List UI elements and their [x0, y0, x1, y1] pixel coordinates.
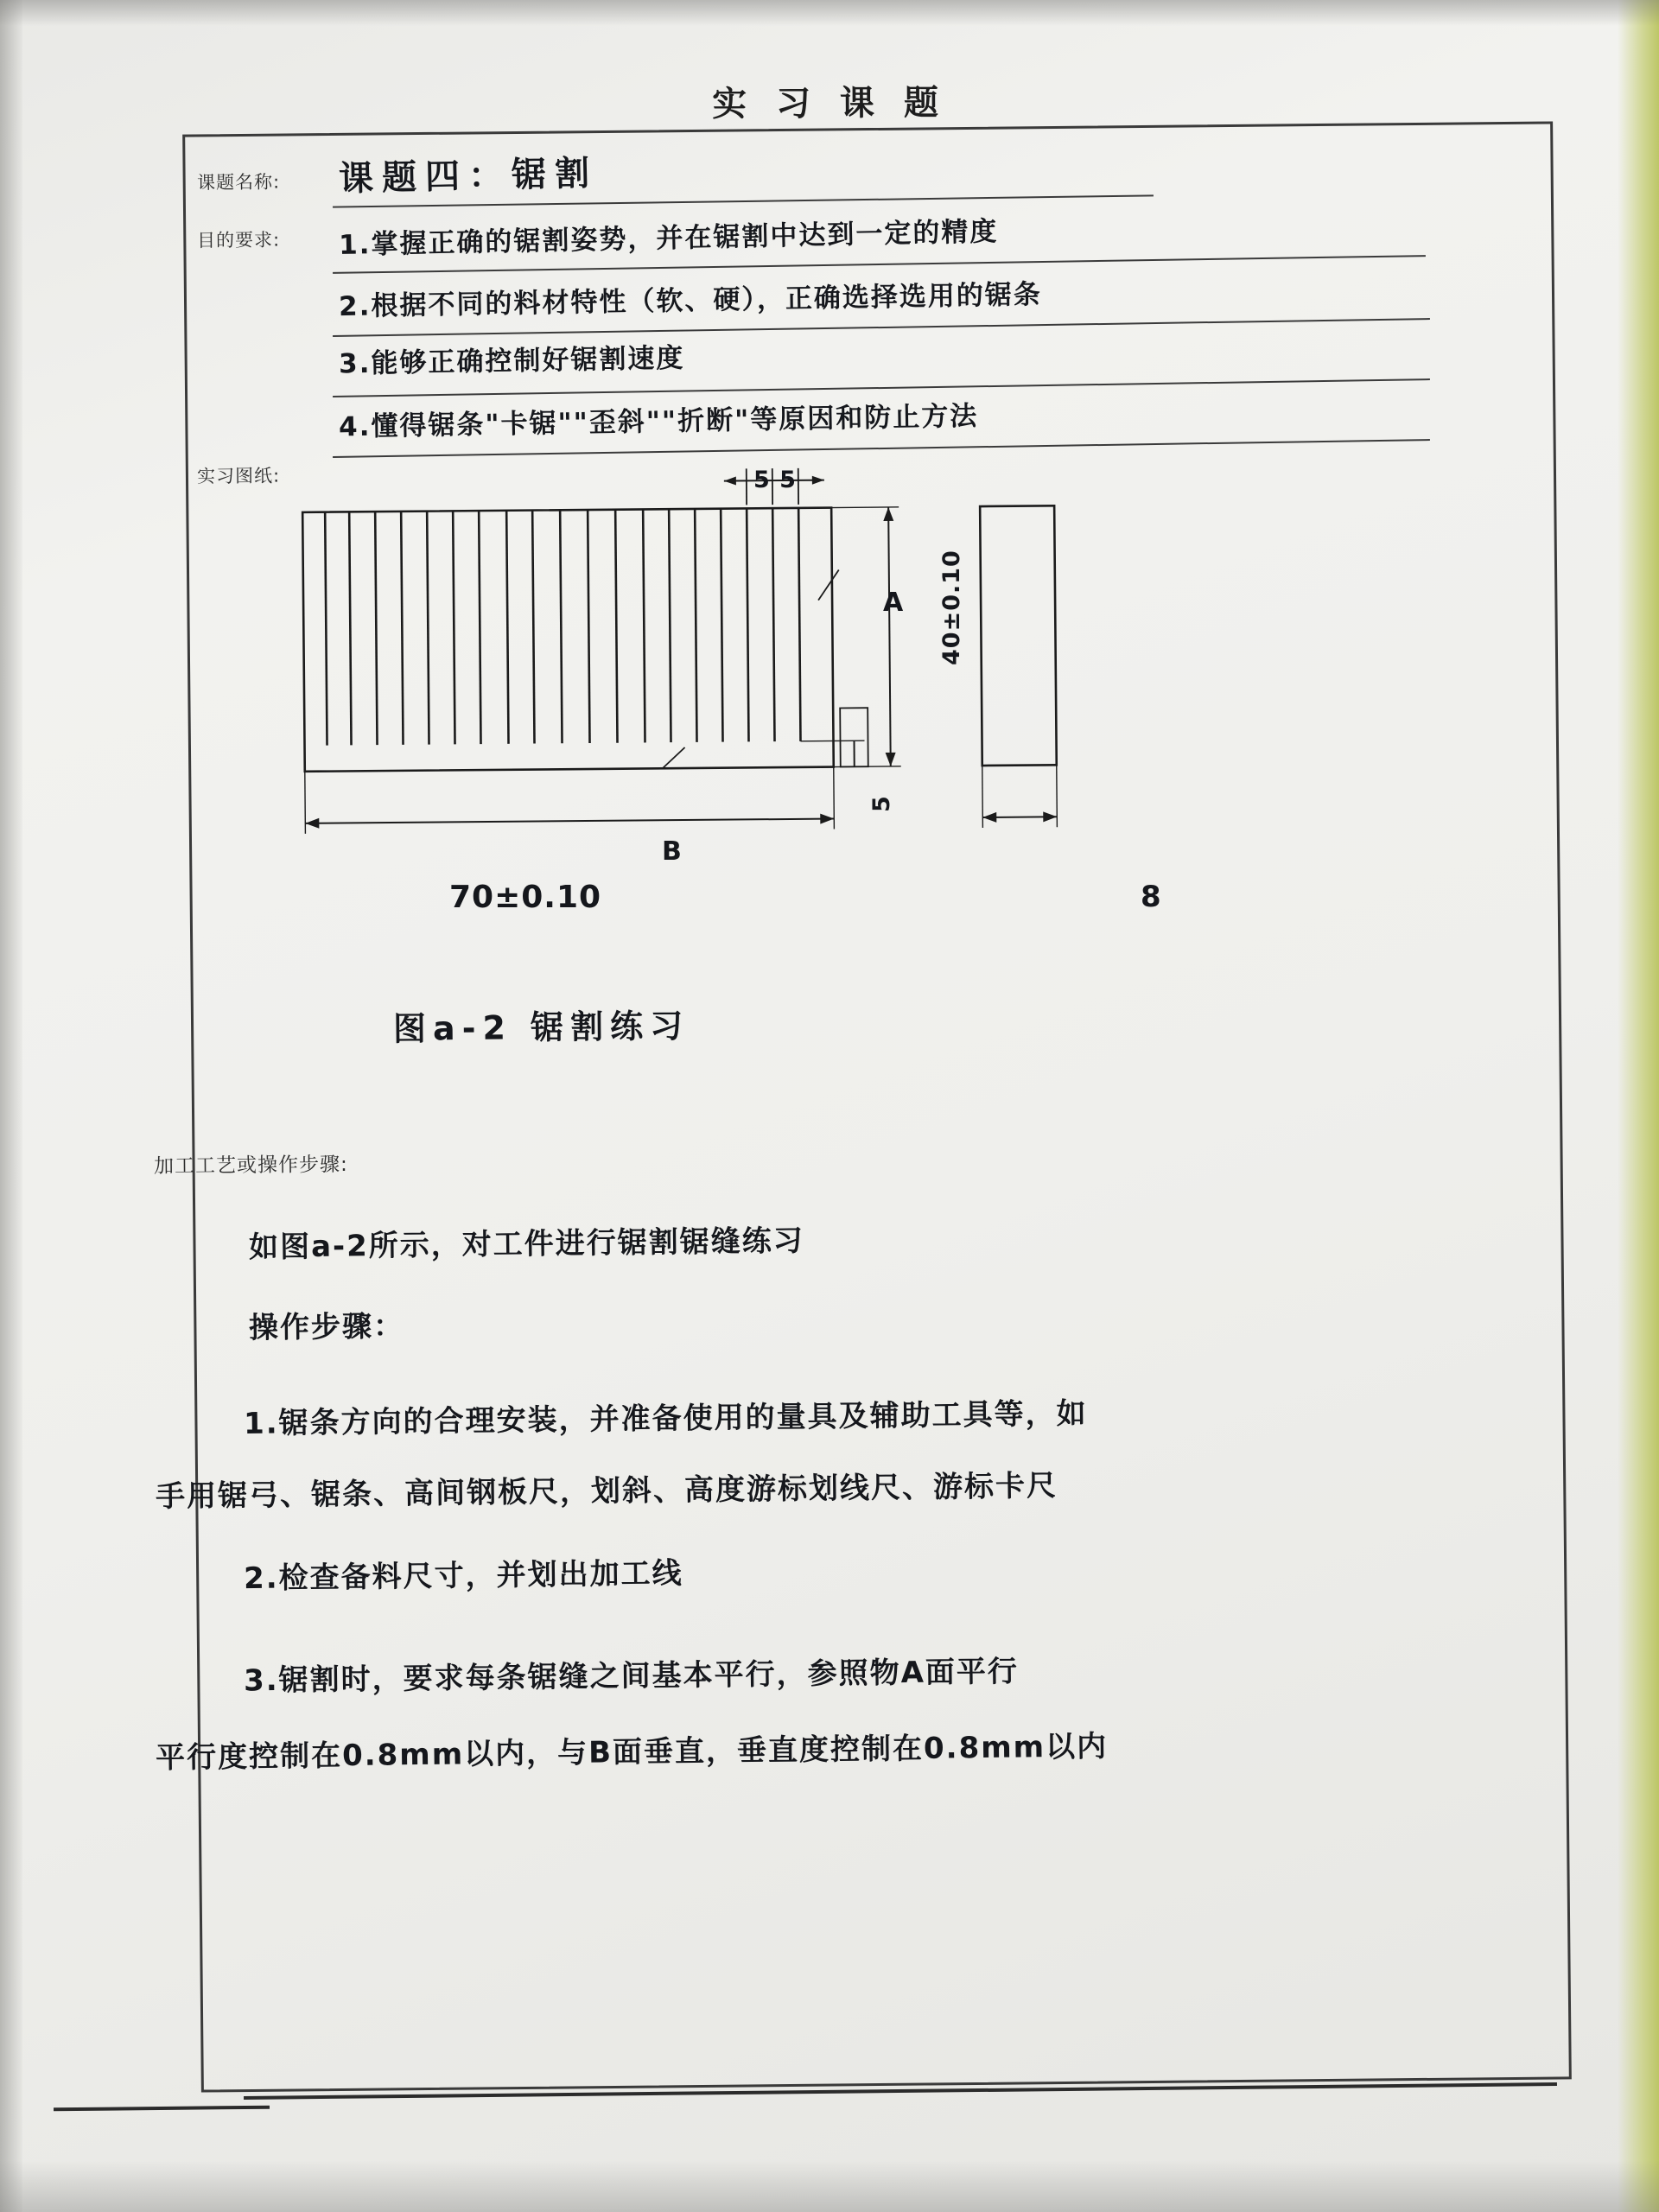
process-step-1-line-2: 手用锯弓、锯条、高间钢板尺，划斜、高度游标划线尺、游标卡尺 — [155, 1468, 1058, 1515]
top-shadow — [0, 0, 1659, 26]
process-step-3-line-1: 3.锯割时，要求每条锯缝之间基本平行，参照物A面平行 — [243, 1654, 1020, 1699]
bottom-rule-left — [54, 2106, 270, 2112]
bottom-shadow — [0, 2160, 1659, 2212]
drawing-label: 实习图纸: — [196, 465, 281, 487]
objective-line-4: 4.懂得锯条"卡锯""歪斜""折断"等原因和防止方法 — [338, 400, 979, 443]
dim-thickness: 8 — [1141, 880, 1162, 914]
dim-slot-depth: 5 — [868, 795, 895, 812]
process-step-1-line-1: 1.锯条方向的合理安装，并准备使用的量具及辅助工具等，如 — [243, 1396, 1088, 1441]
figure-caption: 图a-2 锯割练习 — [392, 1007, 690, 1048]
process-step-3-line-2: 平行度控制在0.8mm以内，与B面垂直，垂直度控制在0.8mm以内 — [155, 1729, 1109, 1776]
dim-width: 70±0.10 — [449, 880, 602, 915]
right-green-edge — [1618, 0, 1659, 2212]
topic-name-value: 课题四：锯割 — [338, 153, 599, 200]
datum-a-label: A — [883, 588, 905, 618]
process-step-2-line-1: 2.检查备料尺寸，并划出加工线 — [243, 1555, 683, 1597]
technical-drawing — [257, 445, 1316, 938]
dim-pitch: 5 5 — [753, 467, 797, 493]
page-title: 实 习 课 题 — [711, 83, 948, 124]
process-steps-heading: 操作步骤： — [248, 1308, 405, 1346]
dim-height: 40±0.10 — [938, 550, 965, 665]
objective-line-1: 1.掌握正确的锯割姿势，并在锯割中达到一定的精度 — [338, 216, 999, 261]
process-intro: 如图a-2所示，对工件进行锯割锯缝练习 — [248, 1224, 804, 1265]
process-label: 加工工艺或操作步骤: — [153, 1153, 348, 1179]
objective-label: 目的要求: — [196, 229, 281, 251]
objective-line-2: 2.根据不同的料材特性（软、硬），正确选择选用的锯条 — [338, 278, 1043, 323]
objective-line-3: 3.能够正确控制好锯割速度 — [338, 342, 685, 380]
topic-name-label: 课题名称: — [196, 171, 281, 194]
datum-b-label: B — [662, 836, 683, 867]
left-shadow-edge — [0, 0, 22, 2212]
